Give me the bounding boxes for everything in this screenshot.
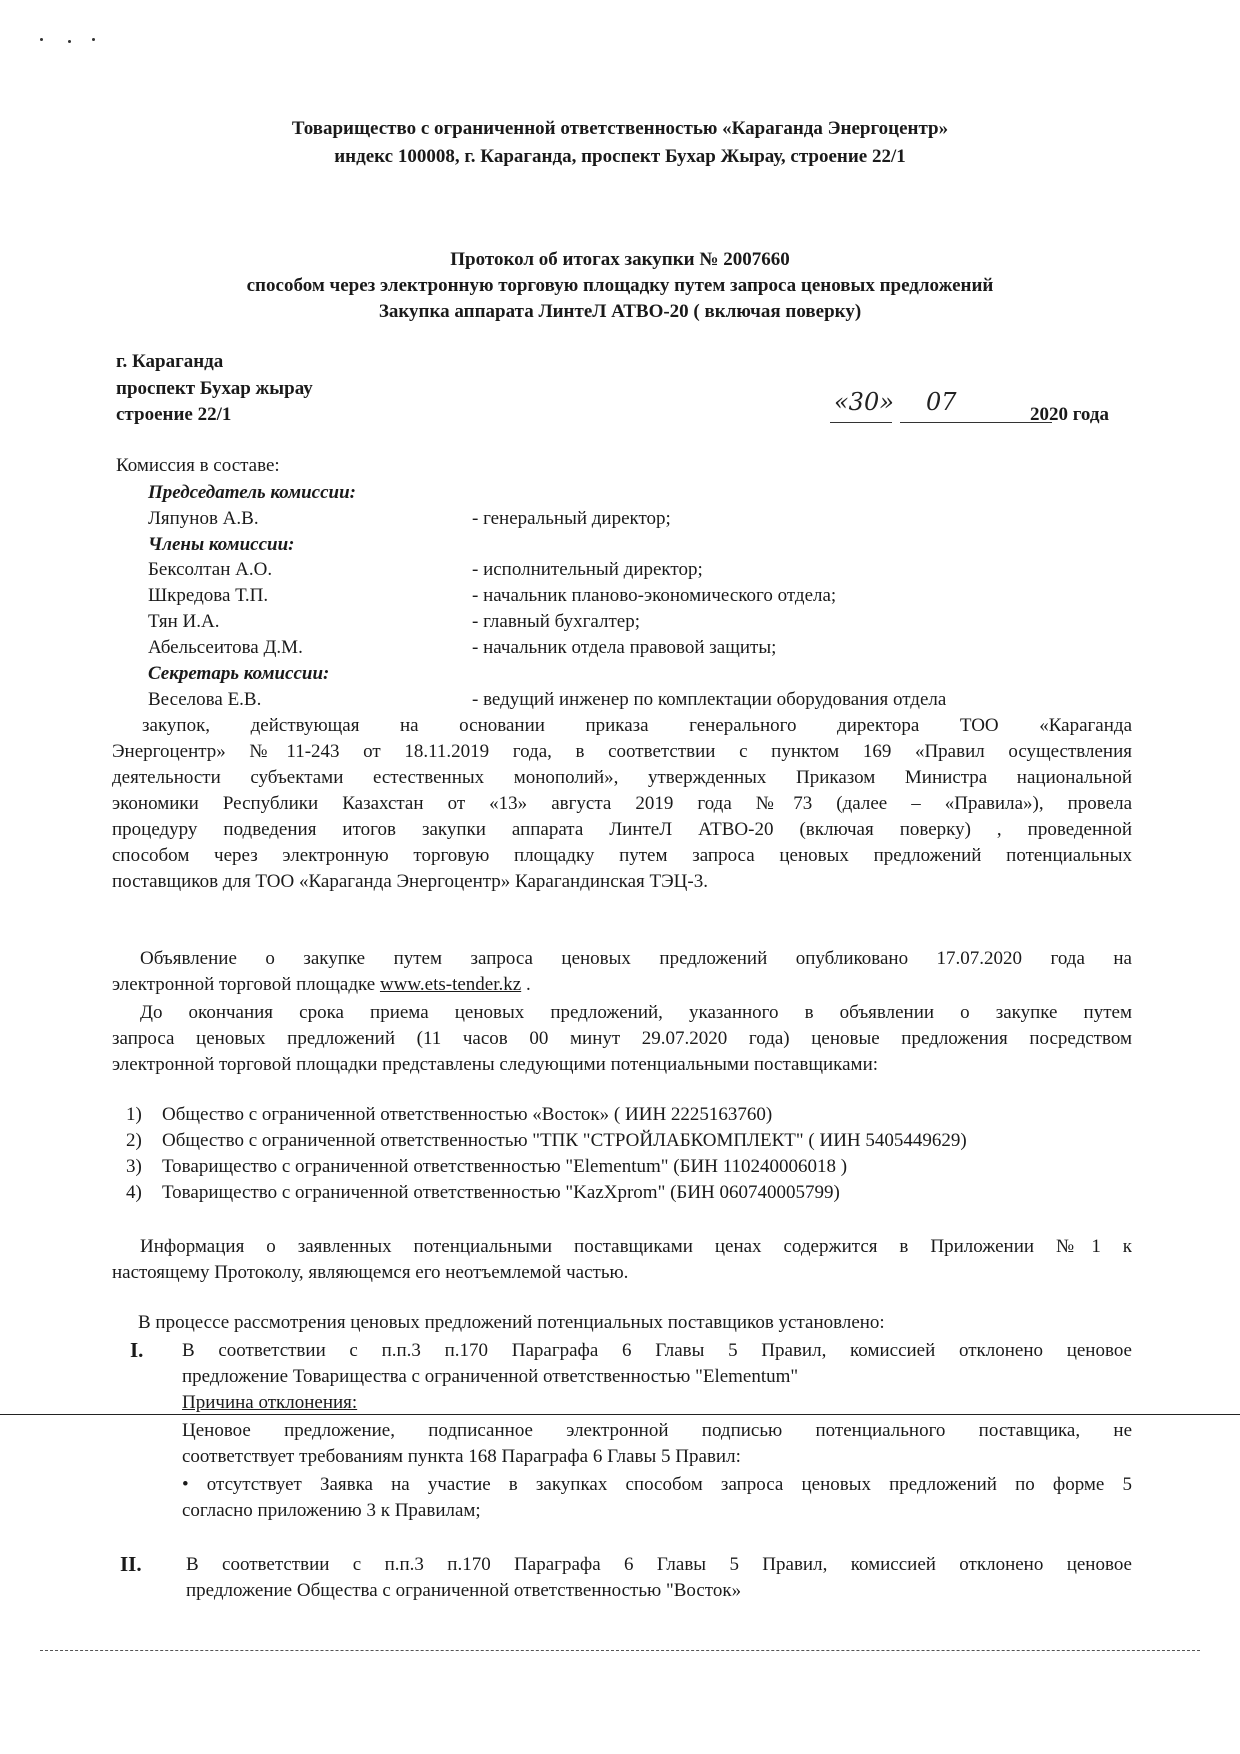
member-name: Шкредова Т.П. [148,585,269,606]
date-day-underline [830,422,892,423]
review-intro: В процессе рассмотрения ценовых предложений потенциальных поставщиков установлено: [138,1312,885,1333]
member-role: - начальник планово-экономического отдела; [472,585,837,606]
rejection-reason-line: соответствует требованиям пункта 168 Параграфа 6 Главы 5 Правил: [182,1446,741,1467]
review-item-number: I. [130,1338,144,1362]
scan-rule-line [0,1414,1240,1415]
protocol-subject: Закупка аппарата ЛинтеЛ АТВО-20 ( включая поверку) [378,301,862,322]
supplier-item: Товарищество с ограниченной ответственностью "Elementum" (БИН 110240006018 ) [162,1156,848,1177]
org-header: Товарищество с ограниченной ответственностью «Караганда Энергоцентр» [291,118,949,139]
supplier-item: Общество с ограниченной ответственностью «Восток» ( ИИН 2225163760) [162,1104,773,1125]
announcement-suffix: . [521,974,531,995]
info-line: Информация о заявленных потенциальными поставщиками ценах содержится в Приложении №1 к [140,1236,1132,1257]
rejection-reason-label: Причина отклонения: [182,1392,358,1413]
supplier-num: 2) [126,1130,142,1151]
date-year: 2020 года [1030,404,1109,425]
scan-speck [68,40,71,43]
rejection-bullet-line: • отсутствует Заявка на участие в закупках способом запроса ценовых предложений по форме 5 [182,1474,1132,1495]
supplier-item: Товарищество с ограниченной ответственностью "KazXprom" (БИН 060740005799) [162,1182,840,1203]
members-heading: Члены комиссии: [148,534,295,555]
date-day: «30» [834,388,894,416]
body-line: закупок, действующая на основании приказа генерального директора ТОО «Караганда [142,715,1132,736]
scan-speck [40,38,43,41]
supplier-item: Общество с ограниченной ответственностью "ТПК "СТРОЙЛАБКОМПЛЕКТ" ( ИИН 5405449629) [162,1130,967,1151]
date-month: 07 [926,388,957,416]
review-item-line: предложение Общества с ограниченной ответственностью "Восток» [186,1580,742,1601]
scan-speck [92,38,95,41]
ets-tender-link[interactable]: www.ets-tender.kz [379,974,522,995]
announcement-line [112,974,531,996]
protocol-date [830,388,1130,428]
rejection-reason-line: Ценовое предложение, подписанное электронной подписью потенциального поставщика, не [182,1420,1132,1441]
supplier-num: 3) [126,1156,142,1177]
body-line: способом через электронную торговую площадку путем запроса ценовых предложений потенциальных [112,845,1132,866]
member-name: Бексолтан А.О. [148,559,273,580]
body-line: деятельности субъектами естественных монополий», утвержденных Приказом Министра национальной [112,767,1132,788]
place-street: проспект Бухар жырау [116,378,313,399]
review-item-number: II. [120,1552,142,1576]
protocol-title: Протокол об итогах закупки № 2007660 [450,249,790,270]
review-item-line: В соответствии с п.п.3 п.170 Параграфа 6 Главы 5 Правил, комиссией отклонено ценовое [186,1554,1132,1575]
scan-bottom-border [40,1650,1200,1651]
commission-intro: Комиссия в составе: [116,455,280,476]
announcement-text: электронной торговой площадке [112,974,380,995]
secretary-role: - ведущий инженер по комплектации оборудования отдела [472,689,947,710]
deadline-line: До окончания срока приема ценовых предложений, указанного в объявлении о закупке путем [140,1002,1132,1023]
member-name: Тян И.А. [148,611,220,632]
body-line: экономики Республики Казахстан от «13» августа 2019 года №73 (далее – «Правила»), провела [112,793,1132,814]
place-city: г. Караганда [116,351,224,372]
place-building: строение 22/1 [116,404,232,425]
body-line: Энергоцентр» №11-243 от 18.11.2019 года, в соответствии с пунктом 169 «Правил осуществления [112,741,1132,762]
chair-heading: Председатель комиссии: [148,482,356,503]
review-item-line: В соответствии с п.п.3 п.170 Параграфа 6 Главы 5 Правил, комиссией отклонено ценовое [182,1340,1132,1361]
member-role: - начальник отдела правовой защиты; [472,637,777,658]
secretary-heading: Секретарь комиссии: [148,663,330,684]
deadline-line-last: электронной торговой площадки представлены следующими потенциальными поставщиками: [112,1054,879,1075]
chair-name: Ляпунов А.В. [148,508,259,529]
announcement-line: Объявление о закупке путем запроса ценовых предложений опубликовано 17.07.2020 года на [140,948,1132,969]
member-role: - главный бухгалтер; [472,611,640,632]
supplier-num: 4) [126,1182,142,1203]
chair-role: - генеральный директор; [472,508,671,529]
info-line-last: настоящему Протоколу, являющемся его неотъемлемой частью. [112,1262,629,1283]
rejection-bullet-line: согласно приложению 3 к Правилам; [182,1500,481,1521]
deadline-line: запроса ценовых предложений (11 часов 00 минут 29.07.2020 года) ценовые предложения посредством [112,1028,1132,1049]
member-role: - исполнительный директор; [472,559,703,580]
org-address: индекс 100008, г. Караганда, проспект Бухар Жырау, строение 22/1 [334,146,906,167]
body-line-last: поставщиков для ТОО «Караганда Энергоцентр» Карагандинская ТЭЦ-3. [112,871,708,892]
review-item-line: предложение Товарищества с ограниченной ответственностью "Elementum" [182,1366,799,1387]
supplier-num: 1) [126,1104,142,1125]
secretary-name: Веселова Е.В. [148,689,262,710]
body-line: процедуру подведения итогов закупки аппарата ЛинтеЛ АТВО-20 (включая поверку) , проведенной [112,819,1132,840]
protocol-subtitle: способом через электронную торговую площадку путем запроса ценовых предложений [246,275,994,296]
member-name: Абельсеитова Д.М. [148,637,303,658]
